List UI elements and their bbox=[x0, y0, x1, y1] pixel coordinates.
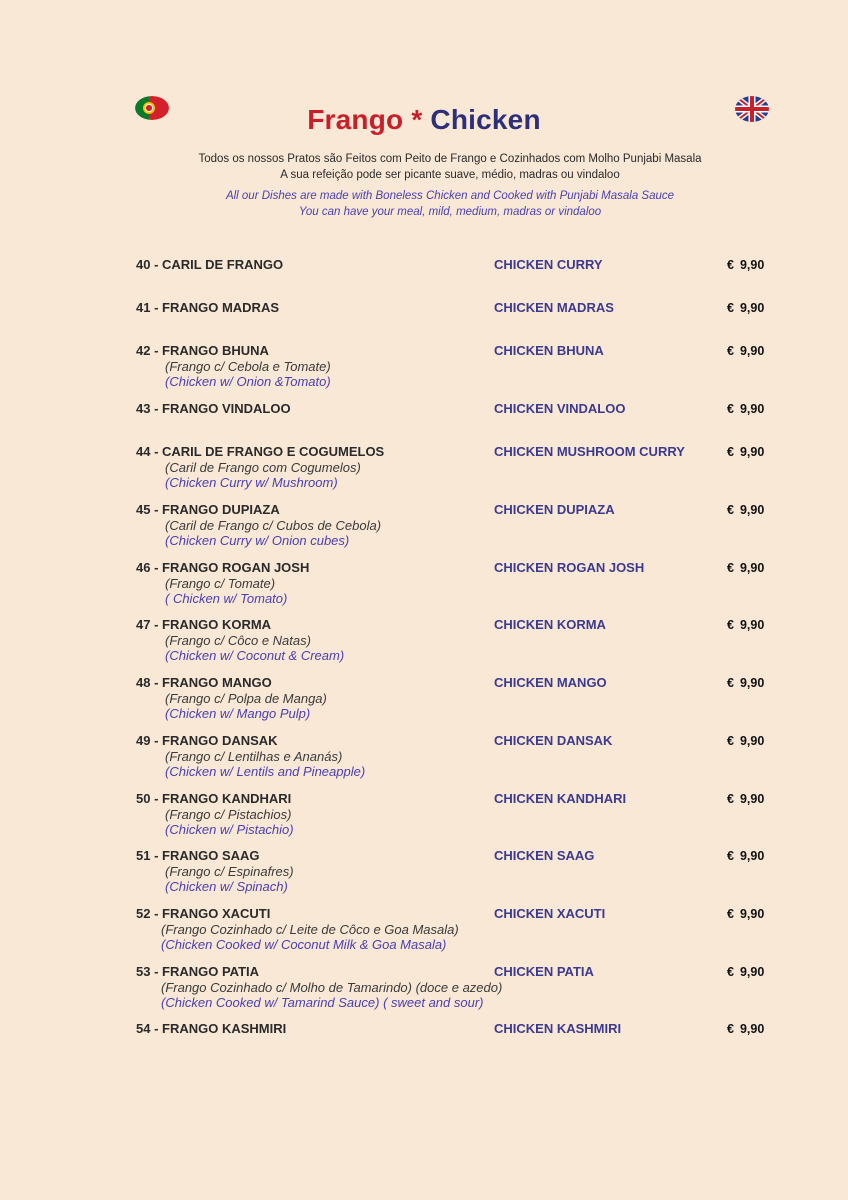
currency-symbol: € bbox=[727, 965, 734, 979]
price-value: 9,90 bbox=[739, 344, 765, 358]
item-name-en: CHICKEN DANSAK bbox=[494, 733, 613, 748]
price-value: 9,90 bbox=[739, 676, 765, 690]
item-price bbox=[727, 676, 764, 690]
item-description-pt: (Frango c/ Tomate) bbox=[165, 576, 276, 591]
item-description-en: (Chicken Cooked w/ Coconut Milk & Goa Masala) bbox=[161, 937, 447, 952]
price-value: 9,90 bbox=[739, 561, 765, 575]
title-pt: Frango bbox=[307, 104, 404, 135]
item-price bbox=[727, 561, 764, 575]
item-name-pt: 50 - FRANGO KANDHARI bbox=[136, 791, 292, 806]
item-description-en: (Chicken Cooked w/ Tamarind Sauce) ( sweet and sour) bbox=[161, 995, 484, 1010]
item-name-pt: 44 - CARIL DE FRANGO E COGUMELOS bbox=[136, 444, 385, 459]
intro-en-line: All our Dishes are made with Boneless Chicken and Cooked with Punjabi Masala Sauce bbox=[225, 190, 675, 202]
item-name-pt: 42 - FRANGO BHUNA bbox=[136, 343, 269, 358]
item-name-en: CHICKEN ROGAN JOSH bbox=[494, 560, 645, 575]
item-name-pt: 43 - FRANGO VINDALOO bbox=[136, 401, 291, 416]
item-name-pt: 48 - FRANGO MANGO bbox=[136, 675, 272, 690]
item-price bbox=[727, 402, 764, 416]
price-value: 9,90 bbox=[739, 503, 765, 517]
item-name-pt: 49 - FRANGO DANSAK bbox=[136, 733, 278, 748]
item-name-en: CHICKEN DUPIAZA bbox=[494, 502, 615, 517]
item-name-en: CHICKEN KANDHARI bbox=[494, 791, 627, 806]
item-price bbox=[727, 965, 764, 979]
item-price bbox=[727, 445, 764, 459]
item-description-en: (Chicken Curry w/ Mushroom) bbox=[165, 475, 338, 490]
item-description-en: (Chicken w/ Spinach) bbox=[165, 879, 288, 894]
item-price bbox=[727, 1022, 764, 1036]
currency-symbol: € bbox=[727, 849, 734, 863]
item-name-pt: 54 - FRANGO KASHMIRI bbox=[136, 1021, 287, 1036]
title-separator: * bbox=[411, 104, 423, 135]
item-price bbox=[727, 792, 764, 806]
currency-symbol: € bbox=[727, 258, 734, 272]
item-name-en: CHICKEN PATIA bbox=[494, 964, 594, 979]
item-name-pt: 47 - FRANGO KORMA bbox=[136, 617, 272, 632]
item-description-pt: (Frango Cozinhado c/ Leite de Côco e Goa Masala) bbox=[161, 922, 459, 937]
item-price bbox=[727, 849, 764, 863]
item-name-en: CHICKEN MADRAS bbox=[494, 300, 614, 315]
currency-symbol: € bbox=[727, 618, 734, 632]
item-name-en: CHICKEN MANGO bbox=[494, 675, 607, 690]
item-name-pt: 52 - FRANGO XACUTI bbox=[136, 906, 271, 921]
item-price bbox=[727, 258, 764, 272]
item-description-pt: (Frango Cozinhado c/ Molho de Tamarindo) (doce e azedo) bbox=[161, 980, 503, 995]
item-price bbox=[727, 301, 764, 315]
currency-symbol: € bbox=[727, 792, 734, 806]
currency-symbol: € bbox=[727, 676, 734, 690]
price-value: 9,90 bbox=[739, 402, 765, 416]
item-description-en: (Chicken w/ Onion &Tomato) bbox=[165, 374, 331, 389]
item-name-en: CHICKEN KORMA bbox=[494, 617, 606, 632]
currency-symbol: € bbox=[727, 1022, 734, 1036]
item-description-en: (Chicken w/ Coconut & Cream) bbox=[165, 648, 345, 663]
item-name-pt: 40 - CARIL DE FRANGO bbox=[136, 257, 284, 272]
currency-symbol: € bbox=[727, 301, 734, 315]
item-description-pt: (Caril de Frango c/ Cubos de Cebola) bbox=[165, 518, 382, 533]
page-title bbox=[0, 104, 848, 136]
intro-english bbox=[150, 188, 750, 220]
item-name-en: CHICKEN KASHMIRI bbox=[494, 1021, 622, 1036]
currency-symbol: € bbox=[727, 445, 734, 459]
price-value: 9,90 bbox=[739, 1022, 765, 1036]
item-name-en: CHICKEN SAAG bbox=[494, 848, 595, 863]
item-description-pt: (Frango c/ Cebola e Tomate) bbox=[165, 359, 331, 374]
price-value: 9,90 bbox=[739, 258, 765, 272]
intro-pt-line: Todos os nossos Pratos são Feitos com Peito de Frango e Cozinhados com Molho Punjabi Masala bbox=[198, 153, 702, 165]
item-name-pt: 46 - FRANGO ROGAN JOSH bbox=[136, 560, 310, 575]
item-price bbox=[727, 907, 764, 921]
intro-portuguese bbox=[150, 151, 750, 183]
item-name-pt: 53 - FRANGO PATIA bbox=[136, 964, 260, 979]
item-name-en: CHICKEN CURRY bbox=[494, 257, 603, 272]
price-value: 9,90 bbox=[739, 301, 765, 315]
currency-symbol: € bbox=[727, 503, 734, 517]
item-description-pt: (Frango c/ Lentilhas e Ananás) bbox=[165, 749, 343, 764]
price-value: 9,90 bbox=[739, 965, 765, 979]
item-name-pt: 45 - FRANGO DUPIAZA bbox=[136, 502, 280, 517]
currency-symbol: € bbox=[727, 561, 734, 575]
intro-pt-line: A sua refeição pode ser picante suave, médio, madras ou vindaloo bbox=[280, 169, 620, 181]
item-description-en: (Chicken w/ Pistachio) bbox=[165, 822, 294, 837]
item-description-pt: (Frango c/ Pistachios) bbox=[165, 807, 292, 822]
price-value: 9,90 bbox=[739, 849, 765, 863]
item-description-en: ( Chicken w/ Tomato) bbox=[165, 591, 288, 606]
price-value: 9,90 bbox=[739, 618, 765, 632]
item-name-en: CHICKEN VINDALOO bbox=[494, 401, 626, 416]
item-description-en: (Chicken w/ Lentils and Pineapple) bbox=[165, 764, 366, 779]
title-en: Chicken bbox=[430, 104, 541, 135]
item-description-en: (Chicken w/ Mango Pulp) bbox=[165, 706, 311, 721]
currency-symbol: € bbox=[727, 907, 734, 921]
currency-symbol: € bbox=[727, 344, 734, 358]
price-value: 9,90 bbox=[739, 734, 765, 748]
item-name-pt: 51 - FRANGO SAAG bbox=[136, 848, 260, 863]
price-value: 9,90 bbox=[739, 907, 765, 921]
item-price bbox=[727, 503, 764, 517]
item-description-pt: (Frango c/ Polpa de Manga) bbox=[165, 691, 327, 706]
item-name-en: CHICKEN MUSHROOM CURRY bbox=[494, 444, 685, 459]
item-description-pt: (Frango c/ Espinafres) bbox=[165, 864, 294, 879]
price-value: 9,90 bbox=[739, 445, 765, 459]
currency-symbol: € bbox=[727, 734, 734, 748]
price-value: 9,90 bbox=[739, 792, 765, 806]
item-name-pt: 41 - FRANGO MADRAS bbox=[136, 300, 280, 315]
item-description-en: (Chicken Curry w/ Onion cubes) bbox=[165, 533, 350, 548]
item-name-en: CHICKEN BHUNA bbox=[494, 343, 604, 358]
intro-en-line: You can have your meal, mild, medium, madras or vindaloo bbox=[298, 206, 602, 218]
item-price bbox=[727, 344, 764, 358]
item-description-pt: (Frango c/ Côco e Natas) bbox=[165, 633, 311, 648]
currency-symbol: € bbox=[727, 402, 734, 416]
item-name-en: CHICKEN XACUTI bbox=[494, 906, 606, 921]
item-description-pt: (Caril de Frango com Cogumelos) bbox=[165, 460, 361, 475]
item-price bbox=[727, 618, 764, 632]
item-price bbox=[727, 734, 764, 748]
